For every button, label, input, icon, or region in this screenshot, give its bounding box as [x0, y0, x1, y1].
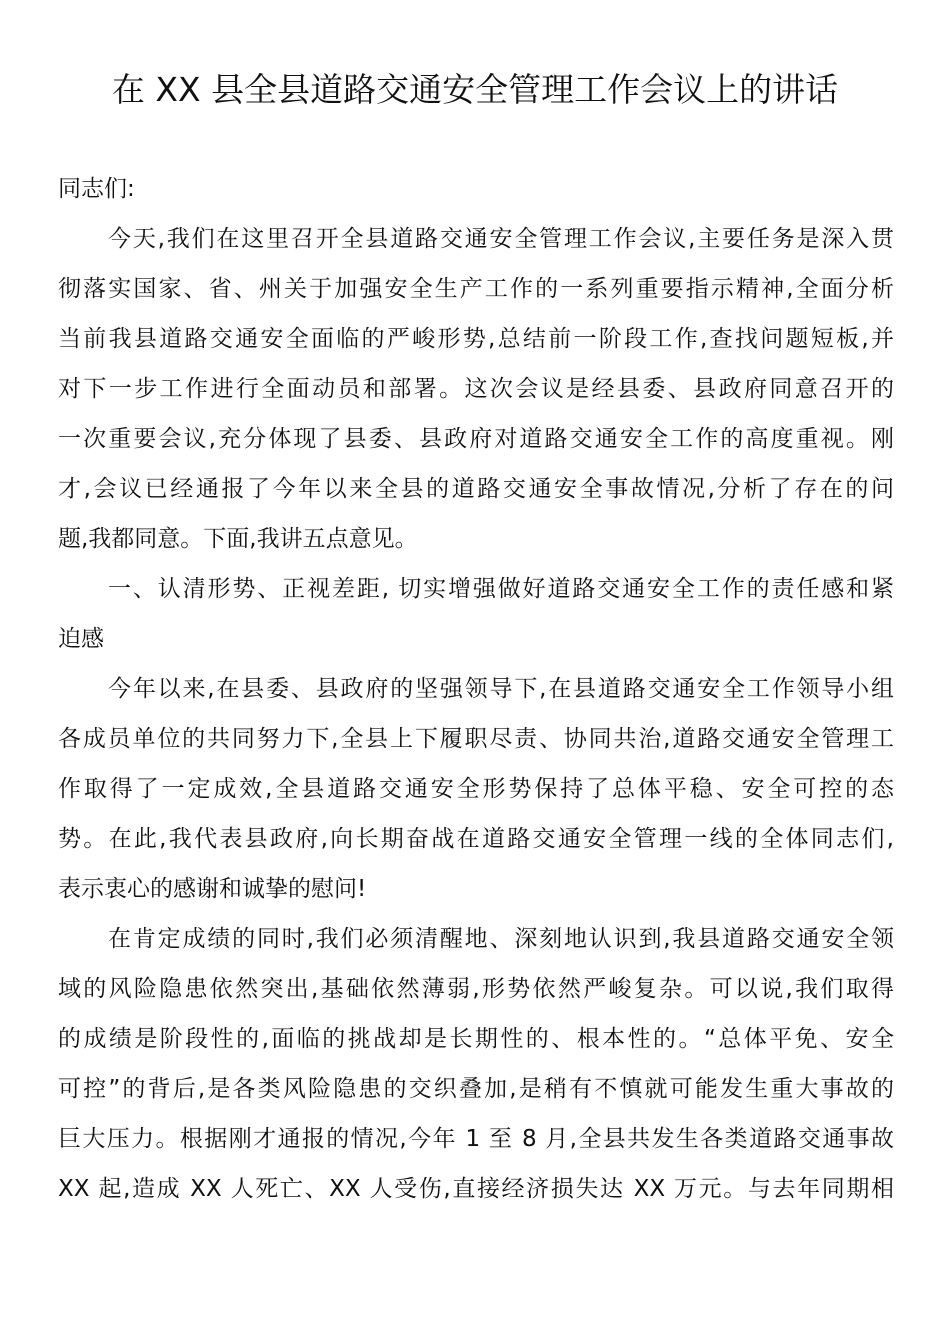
text-line: 域的风险隐患依然突出,基础依然薄弱,形势依然严峻复杂。可以说,我们取得 — [58, 976, 894, 1002]
text-line: 才,会议已经通报了今年以来全县的道路交通安全事故情况,分析了存在的问 — [58, 476, 894, 502]
heading-line: 迫感 — [58, 626, 104, 652]
section-heading-1 — [58, 564, 894, 664]
text-line: 表示衷心的感谢和诚挚的慰问! — [58, 876, 367, 902]
paragraph-challenges — [58, 914, 894, 1214]
text-line: 作取得了一定成效,全县道路交通安全形势保持了总体平稳、安全可控的态 — [58, 776, 894, 802]
text-line: 彻落实国家、省、州关于加强安全生产工作的一系列重要指示精神,全面分析 — [58, 276, 894, 302]
text-line: 的成绩是阶段性的,面临的挑战却是长期性的、根本性的。“总体平免、安全 — [58, 1026, 894, 1052]
text-line: 势。在此,我代表县政府,向长期奋战在道路交通安全管理一线的全体同志们, — [58, 826, 894, 852]
text-line: 题,我都同意。下面,我讲五点意见。 — [58, 526, 418, 552]
text-line: 今天,我们在这里召开全县道路交通安全管理工作会议,主要任务是深入贯 — [108, 226, 894, 252]
paragraph-achievements — [58, 664, 894, 914]
text-line: 巨大压力。根据刚才通报的情况,今年 1 至 8 月,全县共发生各类道路交通事故 — [58, 1126, 894, 1152]
document-title: 在 XX 县全县道路交通安全管理工作会议上的讲话 — [111, 70, 839, 109]
heading-line: 一、认清形势、正视差距, 切实增强做好道路交通安全工作的责任感和紧 — [108, 576, 894, 602]
text-line: 在肯定成绩的同时,我们必须清醒地、深刻地认识到,我县道路交通安全领 — [108, 926, 894, 952]
paragraph-opening — [58, 214, 894, 564]
text-line: 对下一步工作进行全面动员和部署。这次会议是经县委、县政府同意召开的 — [58, 376, 894, 402]
document-body — [58, 164, 894, 1214]
salutation: 同志们: — [58, 176, 135, 202]
text-line: 各成员单位的共同努力下,全县上下履职尽责、协同共治,道路交通安全管理工 — [58, 726, 894, 752]
text-line: XX 起,造成 XX 人死亡、XX 人受伤,直接经济损失达 XX 万元。与去年同期相 — [58, 1176, 894, 1202]
text-line: 当前我县道路交通安全面临的严峻形势,总结前一阶段工作,查找问题短板,并 — [58, 326, 894, 352]
text-line: 一次重要会议,充分体现了县委、县政府对道路交通安全工作的高度重视。刚 — [58, 426, 894, 452]
text-line: 可控”的背后,是各类风险隐患的交织叠加,是稍有不慎就可能发生重大事故的 — [58, 1076, 894, 1102]
text-line: 今年以来,在县委、县政府的坚强领导下,在县道路交通安全工作领导小组 — [108, 676, 894, 702]
